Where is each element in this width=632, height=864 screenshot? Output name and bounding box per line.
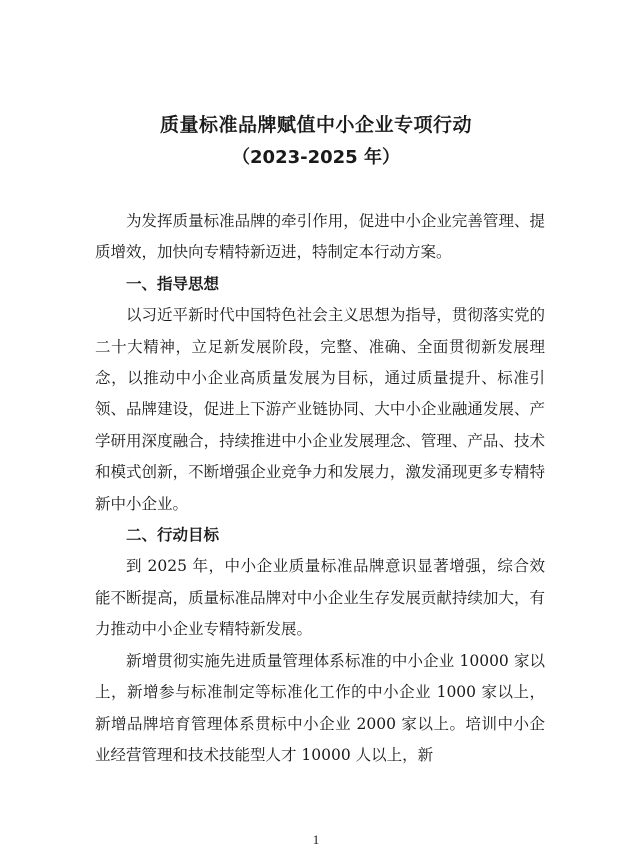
section-heading-guiding-ideology: 一、指导思想 <box>126 274 220 293</box>
page-number: 1 <box>312 832 320 847</box>
section-heading-action-goals: 二、行动目标 <box>126 526 220 545</box>
intro-paragraph: 为发挥质量标准品牌的牵引作用，促进中小企业完善管理、提质增效，加快向专精特新迈进，特制定本行动方案。 <box>95 212 545 262</box>
document-title: 质量标准品牌赋值中小企业专项行动 <box>159 114 472 136</box>
action-goals-paragraph-1: 到 2025 年，中小企业质量标准品牌意识显著增强，综合效能不断提高，质量标准品牌对中小企业生存发展贡献持续加大，有力推动中小企业专精特新发展。 <box>95 557 545 639</box>
document-subtitle: （2023-2025 年） <box>232 147 400 168</box>
action-goals-paragraph-2: 新增贯彻实施先进质量管理体系标准的中小企业 10000 家以上，新增参与标准制定等标准化工作的中小企业 1000 家以上，新增品牌培育管理体系贯标中小企业 2000 家以上。培训中小企业经营管理和技术技能型人才 10000 人以上，新 <box>95 651 545 764</box>
guiding-ideology-paragraph: 以习近平新时代中国特色社会主义思想为指导，贯彻落实党的二十大精神，立足新发展阶段，完整、准确、全面贯彻新发展理念，以推动中小企业高质量发展为目标，通过质量提升、标准引领、品牌建设，促进上下游产业链协同、大中小企业融通发展、产学研用深度融合，持续推进中小企业发展理念、管理、产品、技术和模式创新，不断增强企业竞争力和发展力，激发涌现更多专精特新中小企业。 <box>95 306 545 513</box>
document-body <box>95 206 545 771</box>
